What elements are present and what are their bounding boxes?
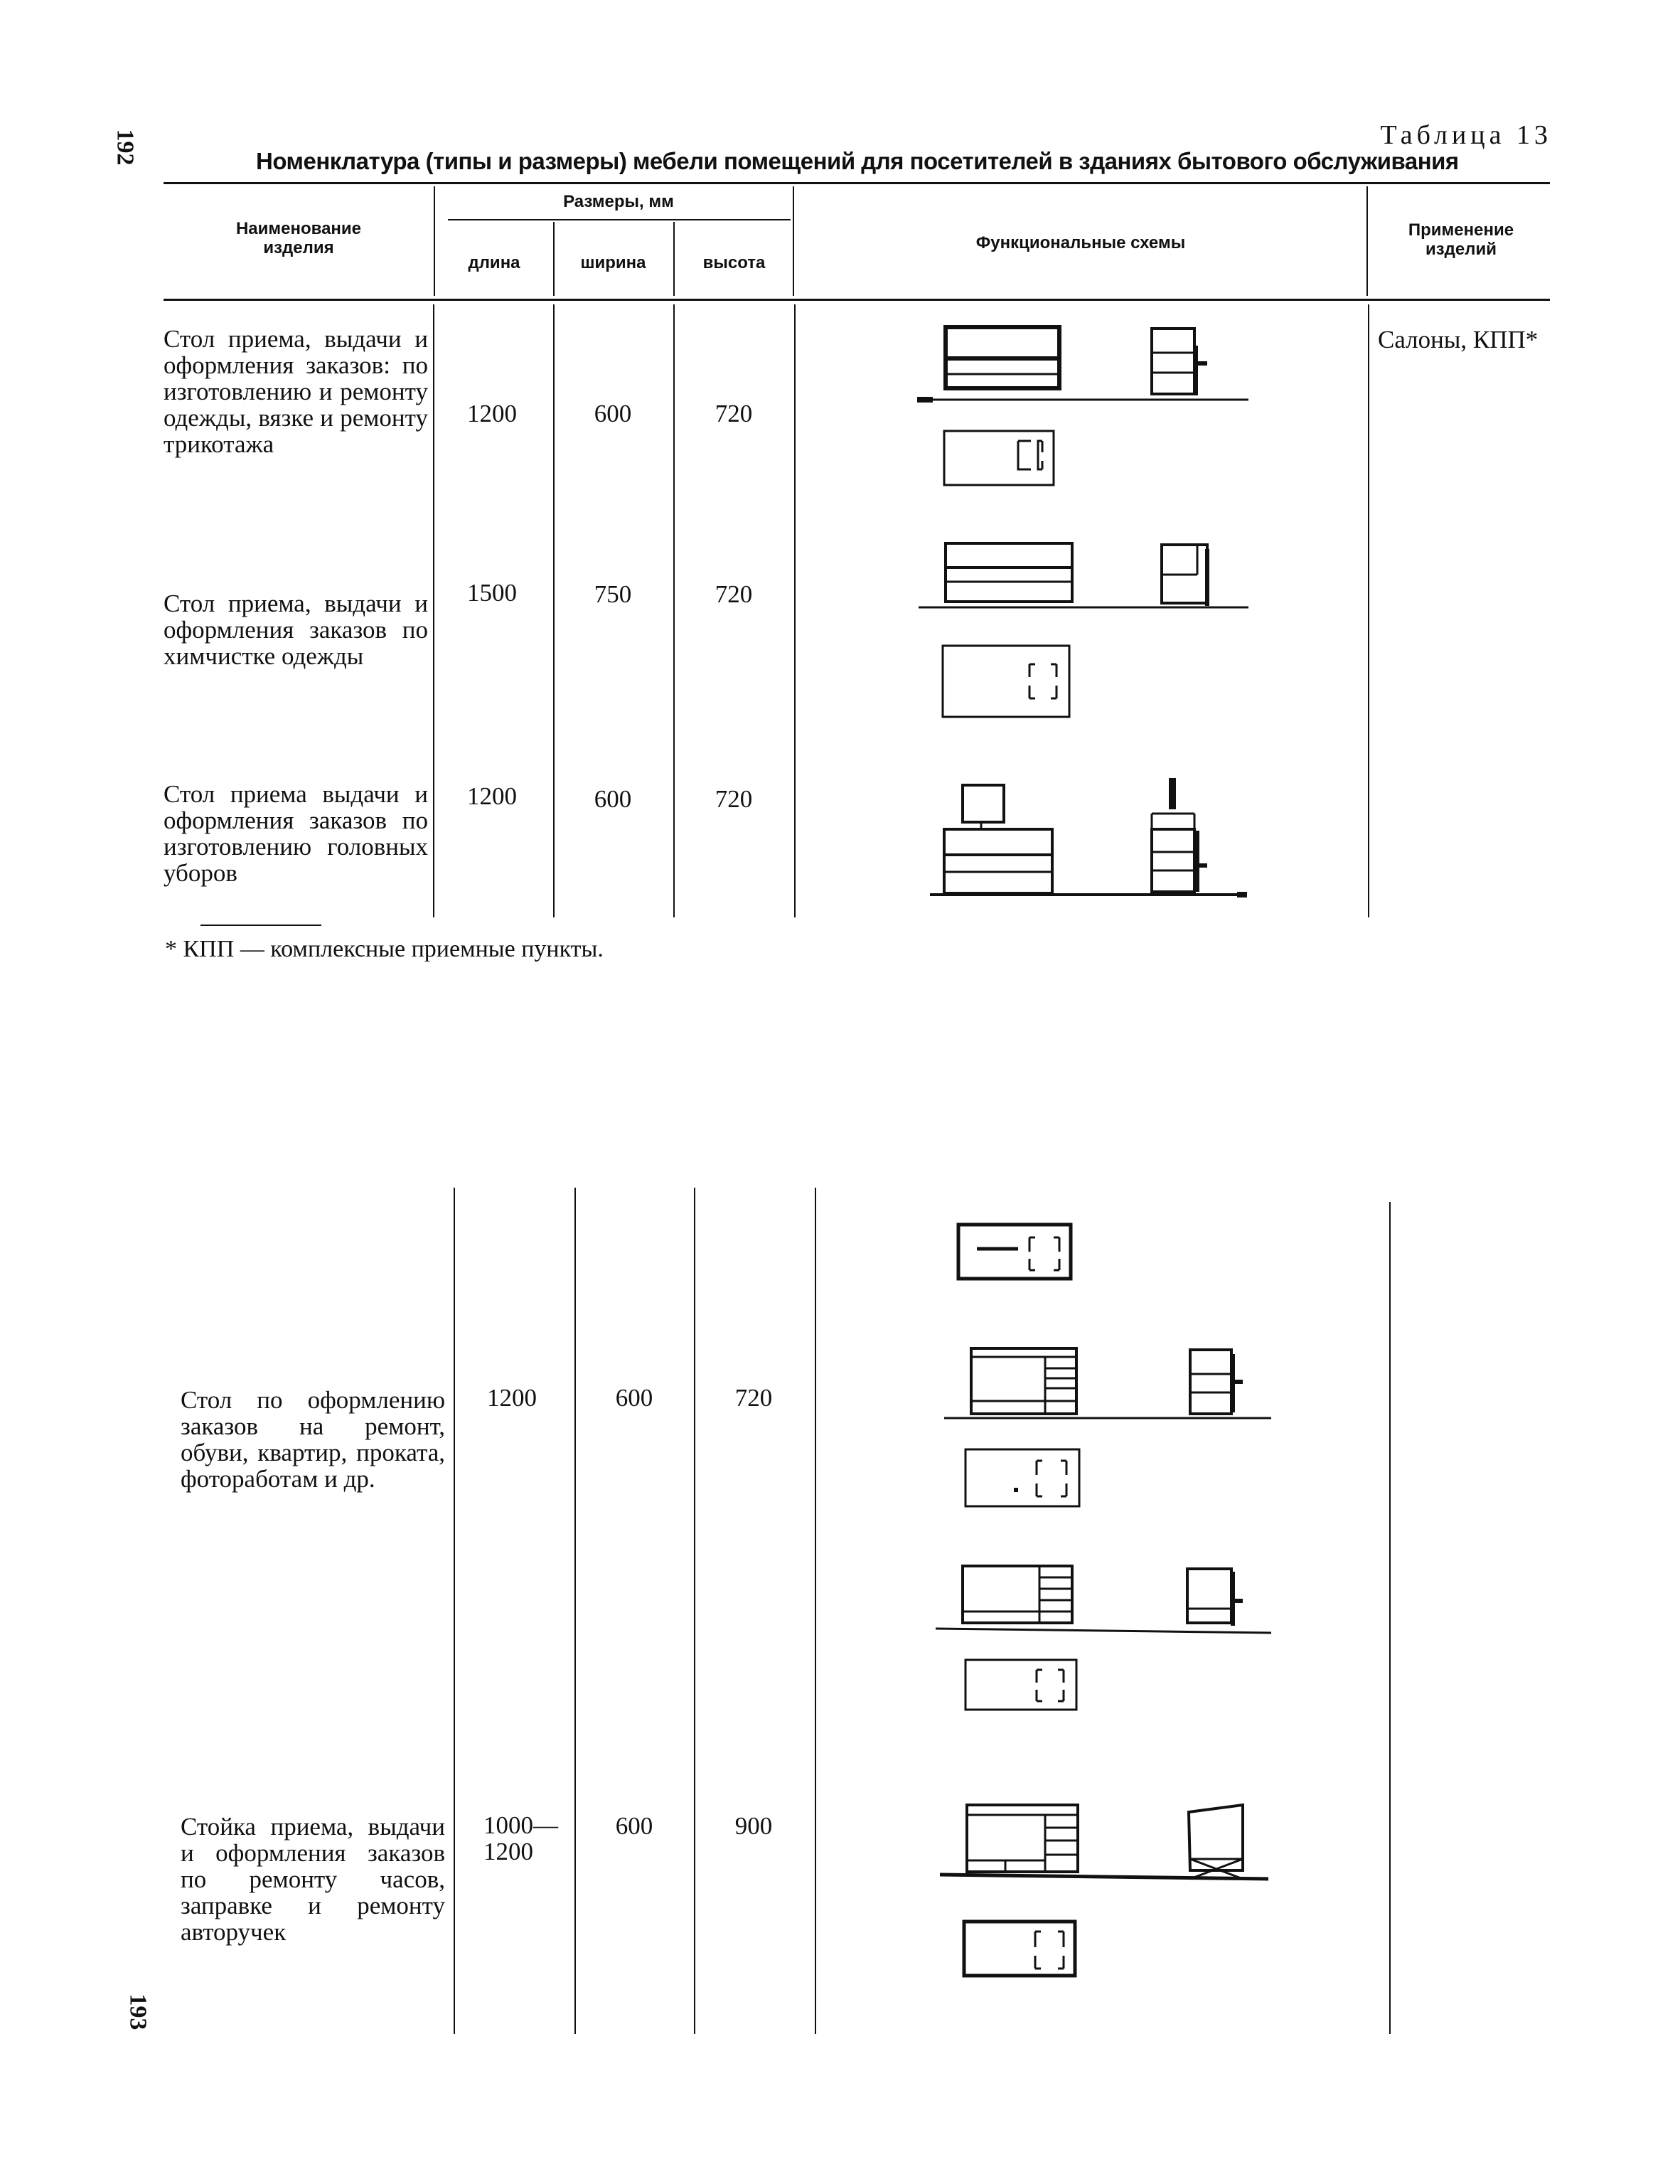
page-number-bottom: 193 (124, 1993, 151, 2030)
lower-front-view-schematic-1 (938, 1344, 1280, 1427)
header-width: ширина (580, 253, 646, 272)
row2-length: 1500 (467, 579, 517, 607)
header-bottom-rule (164, 299, 1550, 301)
header-sizes: Размеры, мм (563, 192, 674, 211)
row1-name: Стол приема, выдачи и оформления заказов: по изготовлению и ремонту одежды, вязке и ремонту трикотажа (164, 325, 428, 458)
body-col-rule-2 (553, 304, 555, 917)
row2-height: 720 (715, 580, 753, 608)
table-number: Таблица 13 (1380, 120, 1552, 150)
sizes-underline (448, 219, 791, 220)
lower-row1-height: 720 (734, 1384, 773, 1412)
row2-front-view-schematic (913, 539, 1254, 613)
header-top-rule (164, 182, 1550, 184)
row1-height: 720 (715, 400, 753, 427)
body-col-rule-3 (673, 304, 675, 917)
row1-plan-view-schematic (940, 428, 1061, 489)
header-col-rule-1 (434, 186, 435, 296)
body-col-rule-4 (794, 304, 796, 917)
lower-plan-view-schematic-4 (961, 1917, 1082, 1981)
lower-front-view-schematic-3 (934, 1799, 1275, 1887)
body-col-rule-1 (433, 304, 434, 917)
lower-plan-view-schematic-3 (963, 1657, 1084, 1714)
row1-front-view-schematic (917, 324, 1251, 408)
row3-name: Стол приема выдачи и оформления заказов по изготовлению головных уборов (164, 780, 428, 887)
row2-width: 750 (594, 580, 632, 608)
lower-front-view-schematic-2 (930, 1562, 1278, 1640)
lower-row1-name: Стол по оформлению заказов на ремонт, обуви, квартир, проката, фоторaботам и др. (181, 1386, 445, 1493)
lower-plan-view-schematic-2 (963, 1447, 1084, 1511)
table-title: Номенклатура (типы и размеры) мебели помещений для посетителей в зданиях бытового обслуживания (256, 148, 1459, 174)
header-application: Применение изделий (1408, 220, 1514, 259)
footnote: * КПП — комплексные приемные пункты. (165, 936, 604, 962)
header-height: высота (702, 253, 766, 272)
lower-col-rule-1 (454, 1188, 455, 2034)
row3-front-view-schematic (924, 778, 1258, 902)
row3-length: 1200 (467, 782, 517, 810)
lower-row1-length: 1200 (487, 1384, 537, 1412)
lower-col-rule-4 (815, 1188, 816, 2034)
lower-col-rule-5 (1389, 1202, 1391, 2034)
lower-col-rule-3 (694, 1188, 695, 2034)
page-number-top: 192 (112, 129, 139, 166)
row2-plan-view-schematic (938, 643, 1074, 721)
lower-plan-view-schematic-1 (956, 1222, 1076, 1282)
header-name: Наименование изделия (235, 219, 362, 257)
body-col-rule-5 (1368, 304, 1369, 917)
row3-width: 600 (594, 785, 632, 813)
row2-name: Стол приема, выдачи и оформления заказов по химчистке одежды (164, 590, 428, 670)
lower-col-rule-2 (574, 1188, 576, 2034)
lower-row1-width: 600 (615, 1384, 653, 1412)
lower-row2-length: 1000—1200 (483, 1811, 558, 1865)
row1-width: 600 (594, 400, 632, 427)
header-col-rule-5 (1366, 186, 1368, 296)
row1-application: Салоны, КПП* (1378, 326, 1539, 353)
header-schemes: Функциональные схемы (975, 233, 1186, 252)
row3-height: 720 (715, 785, 753, 813)
lower-row2-height: 900 (734, 1812, 773, 1840)
header-col-rule-3 (673, 222, 675, 296)
header-col-rule-4 (793, 186, 794, 296)
row1-length: 1200 (467, 400, 517, 427)
lower-row2-name: Стойка приема, выдачи и оформления заказов по ремонту часов, заправке и ремонту авторучек (181, 1813, 445, 1946)
header-length: длина (468, 253, 520, 272)
lower-row2-width: 600 (615, 1812, 653, 1840)
footnote-rule (200, 925, 321, 926)
header-col-rule-2 (553, 222, 555, 296)
